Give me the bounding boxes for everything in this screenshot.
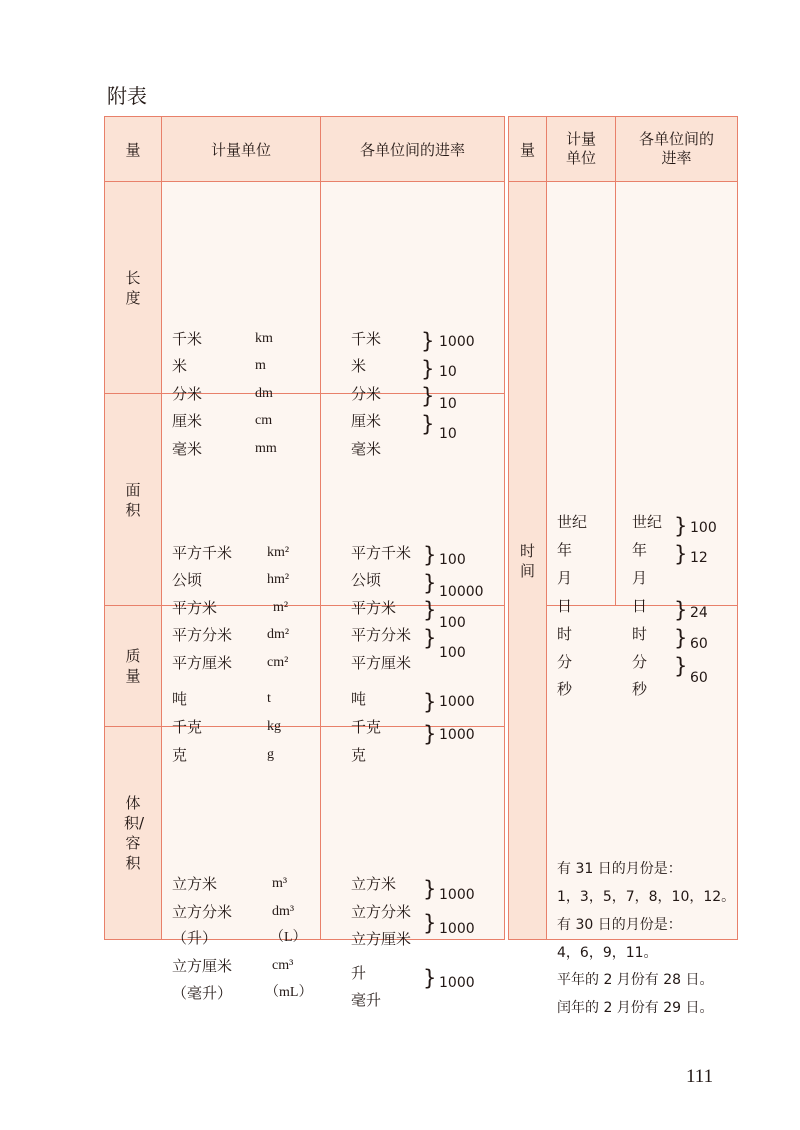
unit-name: 吨 [172,690,188,708]
note-line: 1，3，5，7，8，10，12。 [557,888,736,905]
rates-mass [321,606,505,764]
brace-icon: } [674,625,688,650]
rate-value: 24 [690,604,708,621]
unit-name: 平方千米 [172,543,233,562]
unit-name: 月 [557,568,573,587]
rate-value: 1000 [439,694,475,710]
unit-symbol: kg [267,719,281,734]
note-line: 4，6，9，11。 [557,944,658,961]
brace-icon: } [674,653,688,678]
brace-icon: } [674,513,688,538]
header-unit: 计量单位 [162,117,321,182]
brace-icon: } [423,625,437,650]
brace-icon: } [423,542,437,567]
unit-symbol: m³ [272,876,288,891]
note-line: 闰年的 2 月份有 29 日。 [557,999,714,1016]
brace-icon: } [421,356,435,381]
page-title: 附表 [107,84,147,108]
rate-unit-name: 月 [632,568,648,587]
page-number: 111 [686,1066,714,1087]
quantity-mass: 质量 [105,606,162,727]
rate-unit-name: 立方米 [351,875,397,893]
brace-icon: } [421,411,435,436]
rate-value: 100 [439,614,466,631]
brace-icon: } [423,597,437,622]
unit-name: 公顷 [172,570,203,589]
rate-unit-name: 日 [632,596,648,615]
header-rate: 各单位间的进率 [321,117,505,182]
quantity-length: 长度 [105,182,162,394]
rate-unit-name: 平方千米 [351,543,412,562]
brace-icon: } [423,911,437,935]
rate-value: 1000 [439,975,475,991]
quantity-time: 时间 [509,182,547,940]
unit-name: 平方米 [172,598,218,617]
rate-value: 10000 [439,583,484,600]
note-line: 有 30 日的月份是： [557,916,682,933]
rate-value: 1000 [439,333,475,350]
rate-unit-name: 立方厘米 [351,930,412,948]
unit-table-left [104,116,505,1009]
unit-name: （毫升） [172,984,233,1002]
table-header-row [509,117,738,182]
rate-unit-name: 平方分米 [351,625,412,644]
rate-unit-name: 世纪 [632,512,663,531]
rate-unit-name: 公顷 [351,570,382,589]
rate-unit-name: 米 [351,356,367,375]
header-quantity: 量 [509,117,547,182]
rate-unit-name: 立方分米 [351,903,412,921]
brace-icon: } [423,570,437,595]
rate-unit-name: 时 [632,624,648,643]
brace-icon: } [423,877,437,901]
brace-icon: } [674,541,688,566]
rates-volume [321,727,505,1009]
rate-unit-name: 毫米 [351,439,382,458]
header-unit: 计量单位 [547,117,616,182]
unit-name: 克 [172,746,188,764]
unit-symbol: cm² [267,654,289,670]
unit-symbol: cm³ [272,958,294,973]
unit-name: 秒 [557,679,573,698]
unit-symbol: dm [255,385,273,401]
rates-time [616,182,738,698]
section-volume [105,727,505,940]
rate-unit-name: 年 [632,540,648,559]
rates-length [321,182,505,458]
rate-value: 1000 [439,727,475,743]
rate-value: 100 [439,644,466,661]
rate-unit-name: 厘米 [351,411,382,430]
brace-icon: } [423,690,437,714]
rate-unit-name: 克 [351,746,367,764]
unit-name: 年 [557,540,573,559]
unit-name: 厘米 [172,411,203,430]
rate-value: 12 [690,549,708,566]
rate-unit-name: 毫升 [351,991,382,1009]
units-length [162,182,321,458]
unit-symbol: km [255,330,273,346]
rate-value: 1000 [439,921,475,937]
brace-icon: } [674,597,688,622]
unit-name: 平方厘米 [172,653,233,672]
unit-symbol: t [267,691,271,706]
brace-icon: } [421,383,435,408]
rate-value: 10 [439,395,457,412]
quantity-volume: 体积/容积 [105,727,162,940]
unit-name: 分米 [172,384,203,403]
unit-name: 世纪 [557,512,588,531]
brace-icon: } [421,328,435,353]
units-time [547,182,616,698]
rate-unit-name: 千米 [351,329,382,348]
rate-unit-name: 升 [351,964,367,982]
rate-unit-name: 分米 [351,384,382,403]
unit-name: 平方分米 [172,625,233,644]
unit-name: 千米 [172,329,203,348]
unit-symbol: cm [255,412,273,428]
quantity-area: 面积 [105,394,162,606]
unit-name: （升） [172,929,218,947]
unit-symbol: （mL） [265,985,313,1000]
unit-symbol: mm [255,440,277,456]
section-time [509,182,738,606]
rate-unit-name: 千克 [351,718,382,736]
unit-name: 米 [172,356,188,375]
brace-icon: } [423,722,437,746]
rate-unit-name: 平方米 [351,598,397,617]
section-length [105,182,505,394]
table-header-row [105,117,505,182]
unit-name: 分 [557,652,573,671]
rate-value: 100 [690,519,717,536]
rate-unit-name: 秒 [632,679,648,698]
rate-unit-name: 吨 [351,690,367,708]
unit-name: 千克 [172,718,203,736]
unit-symbol: dm³ [272,904,295,919]
unit-table-right [508,116,738,1016]
rate-value: 60 [690,669,708,686]
rate-value: 1000 [439,887,475,903]
unit-name: 立方厘米 [172,957,233,975]
unit-name: 毫米 [172,439,203,458]
unit-symbol: dm² [267,626,290,642]
unit-name: 时 [557,624,573,643]
rate-value: 10 [439,425,457,442]
unit-name: 日 [557,596,573,615]
rate-value: 10 [439,363,457,380]
note-line: 有 31 日的月份是： [557,860,682,877]
unit-symbol: m [255,357,266,373]
unit-symbol: hm² [267,571,290,587]
unit-symbol: m² [273,599,289,615]
unit-symbol: km² [267,544,290,560]
rate-unit-name: 分 [632,652,648,671]
unit-symbol: g [267,747,274,762]
unit-name: 立方分米 [172,903,233,921]
header-rate: 各单位间的进率 [616,117,738,182]
brace-icon: } [423,966,437,990]
rate-unit-name: 平方厘米 [351,653,412,672]
rates-area [321,394,505,672]
unit-symbol: （L） [270,930,307,945]
rate-value: 100 [439,551,466,568]
unit-name: 立方米 [172,875,218,893]
rate-value: 60 [690,635,708,652]
header-quantity: 量 [105,117,162,182]
note-line: 平年的 2 月份有 28 日。 [557,971,714,988]
